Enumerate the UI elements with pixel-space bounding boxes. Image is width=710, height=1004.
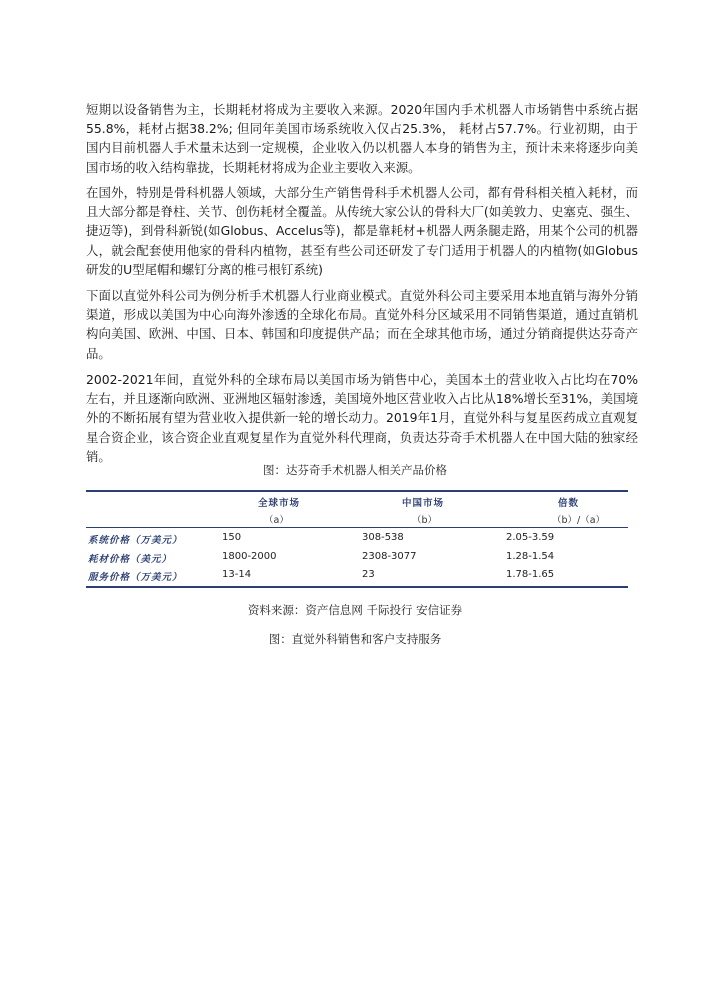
header-multiple: 倍数: [558, 498, 580, 509]
cell-consumable-china: 2308-3077: [362, 551, 417, 562]
subheader-b: （b）: [412, 515, 438, 526]
cell-system-ratio: 2.05-3.59: [506, 532, 555, 543]
paragraph-4: 2002-2021年间，直觉外科的全球布局以美国市场为销售中心，美国本土的营业收入占比均在70%左右，并且逐渐向欧洲、亚洲地区辐射渗透，美国境外地区营业收入占比从18%增长至31%，美国境外的不断拓展有望为营业收入提供新一轮的增长动力。2019年1月，直觉外科与复星医药成立直观复星合资企业，该合资企业直观复星作为直觉外科代理商，负责达芬奇手术机器人在中国大陆的独家经销。: [86, 372, 638, 464]
table-top-rule: [86, 490, 628, 492]
row-label-system: 系统价格（万美元）: [88, 535, 183, 546]
paragraph-3: 下面以直觉外科公司为例分析手术机器人行业商业模式。直觉外科公司主要采用本地直销与海外分销渠道，形成以美国为中心向海外渗透的全球化布局。直觉外科分区域采用不同销售渠道，通过直销机构向美国、欧洲、中国、日本、韩国和印度提供产品；而在全球其他市场，通过分销商提供达芬奇产品。: [86, 288, 638, 361]
subheader-a: （a）: [264, 515, 289, 526]
row-label-service: 服务价格（万美元）: [88, 572, 183, 583]
table-header-rule: [86, 527, 628, 528]
cell-service-global: 13-14: [222, 569, 252, 580]
table-bottom-rule: [86, 586, 628, 588]
cell-system-china: 308-538: [362, 532, 404, 543]
row-label-consumable: 耗材价格（美元）: [88, 554, 173, 565]
paragraph-1: 短期以设备销售为主，长期耗材将成为主要收入来源。2020年国内手术机器人市场销售中系统占据55.8%，耗材占据38.2%; 但同年美国市场系统收入仅占25.3%， 耗材占57.7%。行业初期，由于国内目前机器人手术量未达到一定规模，企业收入仍以机器人本身的销售为主，预计未来将逐步向美国市场的收入结构靠拢，长期耗材将成为企业主要收入来源。: [86, 102, 638, 175]
source-note: 资料来源：资产信息网 千际投行 安信证券: [247, 603, 463, 617]
table-caption: 图：达芬奇手术机器人相关产品价格: [263, 463, 447, 477]
cell-service-china: 23: [362, 569, 375, 580]
next-figure-caption: 图：直觉外科销售和客户支持服务: [268, 632, 442, 646]
header-china-market: 中国市场: [402, 498, 445, 509]
header-global-market: 全球市场: [258, 498, 301, 509]
cell-consumable-global: 1800-2000: [222, 551, 277, 562]
cell-consumable-ratio: 1.28-1.54: [506, 551, 555, 562]
cell-service-ratio: 1.78-1.65: [506, 569, 555, 580]
paragraph-2: 在国外，特别是骨科机器人领域，大部分生产销售骨科手术机器人公司，都有骨科相关植入耗材，而且大部分都是脊柱、关节、创伤耗材全覆盖。从传统大家公认的骨科大厂(如美敦力、史塞克、强生、捷迈等)，到骨科新锐(如Globus、Accelus等)，都是靠耗材+机器人两条腿走路，用某个公司的机器人，就会配套使用他家的骨科内植物，甚至有些公司还研发了专门适用于机器人的内植物(如Globus研发的U型尾帽和螺钉分离的椎弓根钉系统): [86, 185, 638, 277]
cell-system-global: 150: [222, 532, 242, 543]
subheader-ratio: （b）/（a）: [552, 515, 606, 526]
price-table: [86, 490, 628, 588]
